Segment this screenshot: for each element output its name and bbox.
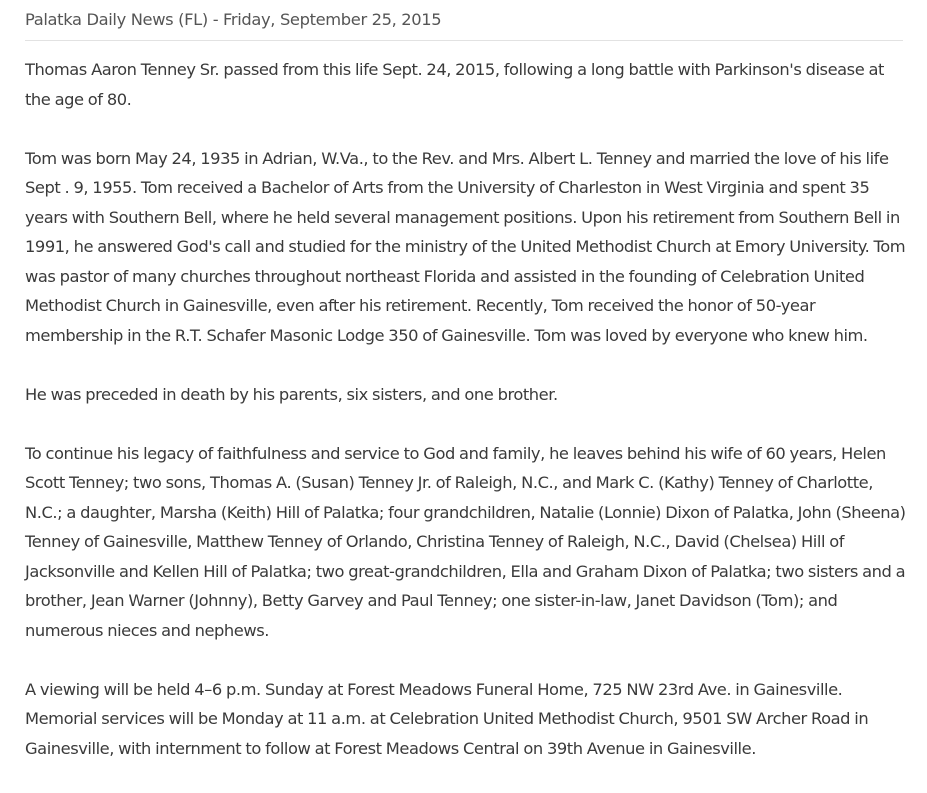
obituary-page xyxy=(25,0,907,39)
paragraph-announcement: Thomas Aaron Tenney Sr. passed from this life Sept. 24, 2015, following a long battle with Parkinson's disease at the age of 80. xyxy=(25,60,884,109)
paragraph-preceded: He was preceded in death by his parents, six sisters, and one brother. xyxy=(25,384,558,404)
paragraph-services: A viewing will be held 4–6 p.m. Sunday at Forest Meadows Funeral Home, 725 NW 23rd Ave. in Gainesville. Memorial services will be Monday at 11 a.m. at Celebration United Methodist Church, 9501 SW Archer Road in Gainesville, with internment to follow at Forest Meadows Central on 39th Avenue in Gainesville. xyxy=(25,679,869,758)
header-divider xyxy=(25,40,903,41)
paragraph-survivors: To continue his legacy of faithfulness and service to God and family, he leaves behind his wife of 60 years, Helen Scott Tenney; two sons, Thomas A. (Susan) Tenney Jr. of Raleigh, N.C., and Mark C. (Kathy) Tenney of Charlotte, N.C.; a daughter, Marsha (Keith) Hill of Palatka; four grandchildren, Natalie (Lonnie) Dixon of Palatka, John (Sheena) Tenney of Gainesville, Matthew Tenney of Orlando, Christina Tenney of Raleigh, N.C., David (Chelsea) Hill of Jacksonville and Kellen Hill of Palatka; two great-grandchildren, Ella and Graham Dixon of Palatka; two sisters and a brother, Jean Warner (Johnny), Betty Garvey and Paul Tenney; one sister-in-law, Janet Davidson (Tom); and numerous nieces and nephews. xyxy=(25,443,906,640)
source-dateline: Palatka Daily News (FL) - Friday, September 25, 2015 xyxy=(25,10,442,29)
obituary-body xyxy=(25,55,907,793)
paragraph-biography: Tom was born May 24, 1935 in Adrian, W.Va., to the Rev. and Mrs. Albert L. Tenney and married the love of his life Sept . 9, 1955. Tom received a Bachelor of Arts from the University of Charleston in West Virginia and spent 35 years with Southern Bell, where he held several management positions. Upon his retirement from Southern Bell in 1991, he answered God's call and studied for the ministry of the United Methodist Church at Emory University. Tom was pastor of many churches throughout northeast Florida and assisted in the founding of Celebration United Methodist Church in Gainesville, even after his retirement. Recently, Tom received the honor of 50-year membership in the R.T. Schafer Masonic Lodge 350 of Gainesville. Tom was loved by everyone who knew him. xyxy=(25,148,906,345)
